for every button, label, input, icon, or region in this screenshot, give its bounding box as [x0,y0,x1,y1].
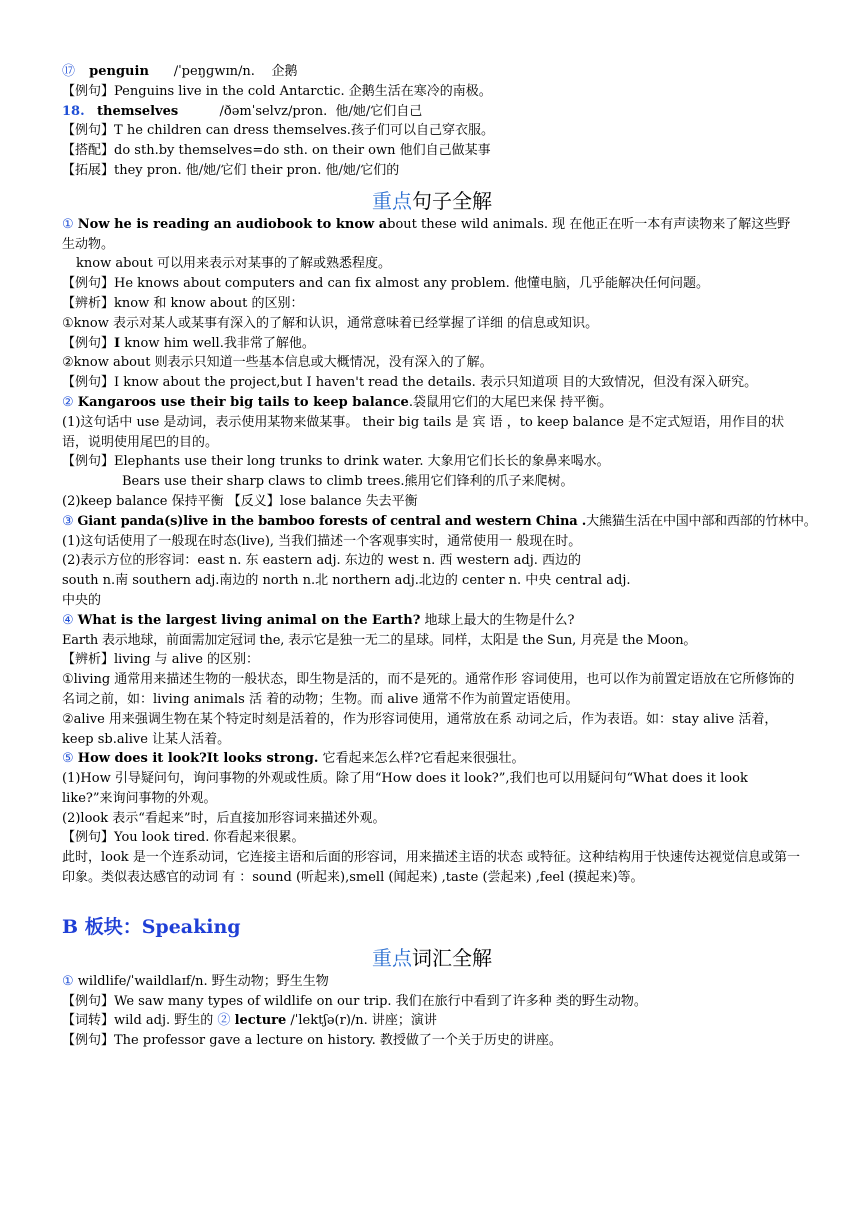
example-line [62,121,802,141]
tag: 【搭配】 [62,143,115,159]
item-number: ⑰ [62,64,76,79]
example-text: Elephants use their long trunks to drink water. 大象用它们长长的象鼻来喝水。 [114,454,610,470]
sentence-rest: 大熊猫生活在中国中部和西部的竹林中。 [586,513,817,529]
tag: 【辨析】 [62,652,115,668]
extension-text: they pron. 他/她/它们 their pron. 他/她/它们的 [114,162,400,178]
transform-text: wild adj. 野生的 [114,1013,218,1029]
note-line: know about 可以用来表示对某事的了解或熟悉程度。 [76,256,391,272]
example-line [62,274,802,294]
sentence-1 [62,215,802,255]
tag: 【辨析】 [62,295,115,311]
collocation-line [62,141,802,161]
point-line: (2)表示方位的形容词：east n. 东 eastern adj. 东边的 west n. 西 western adj. 西边的 [62,553,582,569]
section-heading-sentences [62,187,802,215]
block-label-cn: 板块： [84,915,142,938]
sentence-bold: Giant panda(s)live in the bamboo forests of central and western China . [77,513,587,529]
item-number: ④ [62,612,74,628]
sentence-bold: What is the largest living animal on the Earth? [77,612,421,628]
tag: 【例句】 [62,830,115,846]
sentence-rest: .袋鼠用它们的大尾巴来保 持平衡。 [408,394,613,410]
point-line: 此时，look 是一个连系动词，它连接主语和后面的形容词，用来描述主语的状态 或特征。这种结构用于快速传达视觉信息或第一 印象。类似表达感官的动词 有 ：sound (听起来),smell (闻起来) ,taste (尝起来) ,feel (摸起来)等。 [62,850,800,886]
distinction-text: living 与 alive 的区别： [114,652,260,668]
tag: 【例句】 [62,83,115,99]
tag: 【拓展】 [62,162,115,178]
vocab-word: lecture [234,1013,287,1029]
sentence-4 [62,611,802,631]
heading-part-a: 重点 [372,188,412,213]
vocab-word: penguin [89,64,149,79]
sentence-5 [62,749,802,769]
point-line: (1)这句话中 use 是动词，表示使用某物来做某事。 their big tails 是 宾 语 ，to keep balance 是不定式短语，用作目的状语，说明使用尾巴的目的。 [62,414,785,450]
item-number: ⑤ [62,751,74,767]
example-text: T he children can dress themselves.孩子们可以自己穿衣服。 [114,123,494,139]
point-line: ②alive 用来强调生物在某个特定时刻是活着的，作为形容词使用，通常放在系 动词之后，作为表语。如：stay alive 活着，keep sb.alive 让某人活着。 [62,711,778,747]
point-line: south n.南 southern adj.南边的 north n.北 northern adj.北边的 center n. 中央 central adj. [62,573,631,589]
tag: 【例句】 [62,276,115,292]
word-transform-line [62,1011,802,1031]
distinction-line [62,650,802,670]
vocab-text: wildlife/ˈwaildlaɪf/n. 野生动物；野生生物 [77,973,329,989]
tag: 【例句】 [62,454,115,470]
example-text: We saw many types of wildlife on our trip. 我们在旅行中看到了许多种 类的野生动物。 [114,993,647,1009]
sentence-bold: How does it look?It looks strong. [77,751,319,767]
document-page [62,62,817,1051]
sentence-bold: Kangaroos use their big tails to keep balance [77,394,409,410]
example-bold: I [114,335,121,351]
example-line [62,1031,802,1051]
vocab-item-themselves [62,102,802,122]
example-line [62,452,802,472]
sentence-bold: Now he is reading an audiobook to know a [77,216,388,232]
example-text: Penguins live in the cold Antarctic. 企鹅生活在寒冷的南极。 [114,83,492,99]
vocab-word: themselves [97,103,179,119]
point-line: ①know 表示对某人或某事有深入的了解和认识，通常意味着已经掌握了详细 的信息或知识。 [62,315,599,331]
heading-part-b: 词汇全解 [412,945,492,970]
distinction-line [62,294,802,314]
sentence-3 [62,512,817,532]
example-line [62,334,802,354]
example-text: The professor gave a lecture on history. 教授做了一个关于历史的讲座。 [114,1033,562,1049]
point-line: ①living 通常用来描述生物的一般状态，即生物是活的，而不是死的。通常作形 容词使用，也可以作为前置定语放在它所修饰的名词之前，如：living animals 活 着的动物；生物。而 alive 通常不作为前置定语使用。 [62,672,795,707]
example-text: You look tired. 你看起来很累。 [114,830,305,846]
example-line [62,373,802,393]
example-text: He knows about computers and can fix almost any problem. 他懂电脑，几乎能解决任何问题。 [114,276,709,292]
sentence-2 [62,393,802,413]
meaning: 企鹅 [271,64,298,79]
example-text: know him well.我非常了解他。 [120,335,315,351]
phonetic: /ˈpeŋɡwɪn/n. [173,64,255,79]
tag: 【例句】 [62,1033,115,1049]
item-number: ① [62,973,74,989]
item-number: ③ [62,513,74,529]
point-line: (2)look 表示“看起来”时，后直接加形容词来描述外观。 [62,810,386,826]
point-line: 中央的 [62,592,102,608]
block-label-en: Speaking [141,915,241,938]
item-number: ② [62,394,74,410]
example-line [62,82,802,102]
distinction-text: know 和 know about 的区别： [114,295,304,311]
point-line: ②know about 则表示只知道一些基本信息或大概情况，没有深入的了解。 [62,355,493,371]
section-heading-vocab [62,944,802,972]
meaning: 他/她/它们自己 [335,103,423,119]
vocab-item-penguin [62,62,802,82]
extension-line [62,161,802,181]
tag: 【例句】 [62,335,115,351]
tag: 【例句】 [62,993,115,1009]
item-number: ② [217,1013,231,1029]
sentence-rest: 地球上最大的生物是什么? [420,612,575,628]
block-b-heading [62,914,802,940]
tag: 【例句】 [62,123,115,139]
sentence-rest: bout these wild animals. 现 在他正在听一本有声读物来了解这些野生动物。 [62,216,791,252]
collocation-text: do sth.by themselves=do sth. on their own 他们自己做某事 [114,143,491,159]
heading-part-a: 重点 [372,945,412,970]
vocab-rest: /ˈlektʃə(r)/n. 讲座；演讲 [286,1013,437,1029]
phonetic: /ðəmˈselvz/pron. [219,103,328,119]
item-number: 18. [62,103,85,119]
point-line: (2)keep balance 保持平衡 【反义】lose balance 失去平衡 [62,493,418,509]
example-line [62,828,802,848]
tag: 【词转】 [62,1013,115,1029]
heading-part-b: 句子全解 [412,188,492,213]
tag: 【例句】 [62,375,115,391]
point-line: Earth 表示地球，前面需加定冠词 the, 表示它是独一无二的星球。同样，太阳是 the Sun, 月亮是 the Moon。 [62,632,697,648]
point-line: (1)How 引导疑问句，询问事物的外观或性质。除了用“How does it look?”,我们也可以用疑问句“What does it look like?”来询问事物的外观。 [62,771,748,806]
example-line [62,992,802,1012]
example-line-2: Bears use their sharp claws to climb trees.熊用它们锋利的爪子来爬树。 [122,474,574,490]
vocab-item-wildlife [62,972,802,992]
block-letter: B [62,915,79,938]
point-line: (1)这句话使用了一般现在时态(live), 当我们描述一个客观事实时，通常使用一 般现在时。 [62,533,582,549]
example-text: I know about the project,but I haven't read the details. 表示只知道项 目的大致情况，但没有深入研究。 [114,375,758,391]
item-number: ① [62,216,74,232]
sentence-rest: 它看起来怎么样?它看起来很强壮。 [318,751,525,767]
